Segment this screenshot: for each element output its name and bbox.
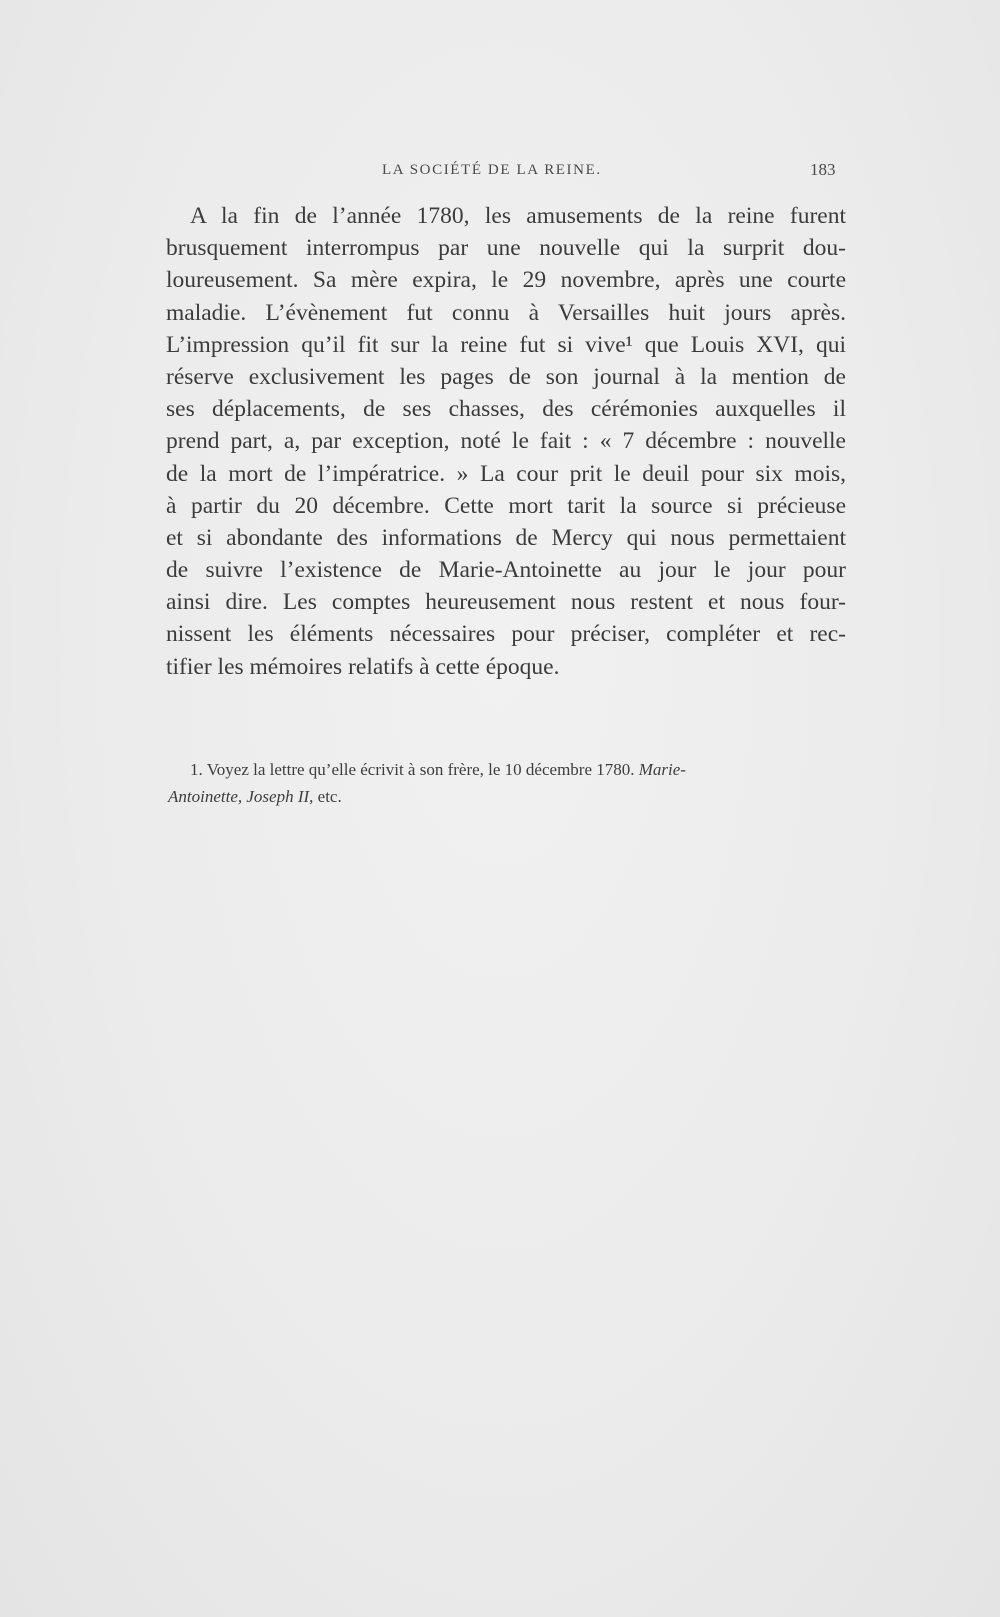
body-line: prend part, a, par exception, noté le fait : « 7 décembre : nouvelle xyxy=(166,428,846,455)
footnote-text: 1. Voyez la lettre qu’elle écrivit à son frère, le 10 décembre 1780. xyxy=(190,760,635,779)
body-line: et si abondante des informations de Mercy qui nous permettaient xyxy=(166,524,846,551)
footnote-line xyxy=(168,783,848,810)
footnote-line xyxy=(168,756,848,783)
footnote-italic-title: Marie- xyxy=(638,760,686,779)
body-line: de suivre l’existence de Marie-Antoinette au jour le jour pour xyxy=(166,557,846,584)
body-line: à partir du 20 décembre. Cette mort tarit la source si précieuse xyxy=(166,492,846,519)
footnote-text: etc. xyxy=(317,787,342,806)
body-line: L’impression qu’il fit sur la reine fut si vive¹ que Louis XVI, qui xyxy=(166,331,846,358)
page-number: 183 xyxy=(810,160,836,179)
body-line: A la fin de l’année 1780, les amusements de la reine furent xyxy=(190,203,846,229)
footnote-italic-title: Antoinette, Joseph II, xyxy=(168,787,314,806)
body-line: loureusement. Sa mère expira, le 29 novembre, après une courte xyxy=(166,267,846,294)
running-title: LA SOCIÉTÉ DE LA REINE. xyxy=(382,162,602,178)
body-line: réserve exclusivement les pages de son journal à la mention de xyxy=(166,363,846,390)
body-line: nissent les éléments nécessaires pour préciser, compléter et rec- xyxy=(166,621,846,648)
footnote xyxy=(168,756,848,810)
body-line: ainsi dire. Les comptes heureusement nous restent et nous four- xyxy=(166,589,846,616)
body-line: tifier les mémoires relatifs à cette époque. xyxy=(166,653,560,680)
body-line: ses déplacements, de ses chasses, des cérémonies auxquelles il xyxy=(166,396,846,423)
body-line: maladie. L’évènement fut connu à Versailles huit jours après. xyxy=(166,299,846,326)
body-line: brusquement interrompus par une nouvelle qui la surprit dou- xyxy=(166,235,846,262)
body-paragraph xyxy=(166,200,846,683)
body-line: de la mort de l’impératrice. » La cour prit le deuil pour six mois, xyxy=(166,460,846,487)
